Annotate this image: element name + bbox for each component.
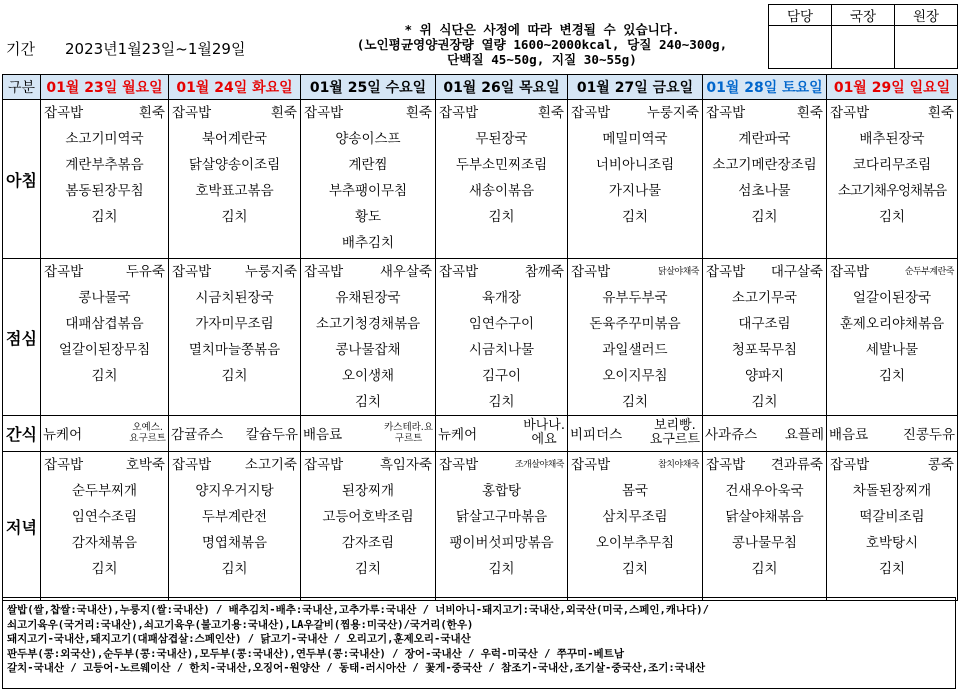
- porridge-item: 닭살야채죽: [658, 267, 699, 277]
- dish-item: 김치: [221, 209, 248, 225]
- dish-item: 김치: [488, 394, 515, 410]
- dish-item: 유부두부국: [602, 290, 668, 306]
- rice-item: 잡곡밥: [706, 457, 746, 473]
- porridge-item: 흰죽: [138, 105, 165, 121]
- snack-cell: [301, 416, 436, 452]
- meal-label-breakfast: 아침: [3, 100, 41, 259]
- approval-staff: 담당: [769, 5, 832, 26]
- rice-item: 잡곡밥: [304, 264, 344, 280]
- dish-item: 떡갈비조림: [859, 509, 925, 525]
- dish-item: 콩나물잡채: [335, 342, 401, 358]
- snack-item: 비피더스: [570, 427, 623, 443]
- rice-porridge-line: [301, 452, 435, 478]
- dish-item: 김치: [621, 561, 649, 577]
- rice-porridge-line: [568, 452, 702, 478]
- dish-item: 훈제오리야채볶음: [839, 316, 945, 332]
- rice-porridge-line: [827, 452, 957, 478]
- origin-line: 갈치-국내산 / 고등어-노르웨이산 / 한치-국내산,오징어-원양산 / 동태-러시아산 / 꽃게-중국산 / 참조기-국내산,조기살-중국산,조기:국내산: [7, 662, 706, 675]
- dish-item: 몸국: [621, 483, 649, 499]
- snack-item-line: 에요: [531, 432, 557, 447]
- snack-item-line: 요구르트: [129, 433, 166, 444]
- breakfast-cell: [436, 100, 568, 259]
- dish-item: 고등어호박조림: [322, 509, 414, 525]
- breakfast-cell: [41, 100, 169, 259]
- snack-item: 사과쥬스: [705, 427, 758, 443]
- rice-item: 잡곡밥: [706, 264, 746, 280]
- rice-item: 잡곡밥: [830, 105, 870, 121]
- rice-item: 잡곡밥: [439, 264, 479, 280]
- approval-director: 국장: [832, 5, 895, 26]
- dish-item: 삼치무조림: [602, 509, 668, 525]
- dish-item: 팽이버섯피망볶음: [449, 535, 554, 551]
- dish-item: 오이지무침: [602, 368, 668, 384]
- dish-item: 건새우아욱국: [725, 483, 804, 499]
- rice-item: 잡곡밥: [439, 105, 479, 121]
- snack-items: [169, 416, 300, 450]
- category-header: 구분: [3, 75, 41, 100]
- rice-item: 잡곡밥: [830, 264, 870, 280]
- origin-line: 돼지고기-국내산,돼지고기(대패삼겹살:스페인산) / 닭고기-국내산 / 오리고기,훈제오리-국내산: [7, 633, 471, 646]
- rice-porridge-line: [41, 100, 168, 126]
- snack-items: [436, 416, 567, 450]
- snack-item: [523, 419, 565, 447]
- notice-line: * 위 식단은 사정에 따라 변경될 수 있습니다.: [404, 22, 680, 37]
- approval-stamp-director[interactable]: [832, 26, 895, 69]
- dish-item: 배추김치: [341, 235, 395, 251]
- approval-stamp-staff[interactable]: [769, 26, 832, 69]
- dish-item: 김치: [878, 561, 906, 577]
- breakfast-row: [3, 100, 958, 259]
- porridge-item: 조개살야채죽: [514, 460, 564, 470]
- snack-items: [41, 416, 168, 450]
- rice-porridge-line: [41, 452, 168, 478]
- dish-item: 시금치나물: [468, 342, 535, 358]
- dish-item: 김치: [91, 368, 118, 384]
- dish-item: 호박표고볶음: [195, 183, 274, 199]
- rice-item: 잡곡밥: [172, 264, 212, 280]
- dish-item: 황도: [354, 209, 382, 225]
- dish-item: 차돌된장찌개: [852, 483, 932, 499]
- rice-porridge-line: [568, 100, 702, 126]
- snack-item: 뉴케어: [438, 427, 478, 443]
- dish-item: 유채된장국: [335, 290, 401, 306]
- dish-item: 된장찌개: [341, 483, 395, 499]
- dish-item: 임연수구이: [468, 316, 535, 332]
- rice-porridge-line: [436, 259, 567, 285]
- dish-item: 대패삼겹볶음: [65, 316, 144, 332]
- rice-porridge-line: [703, 100, 826, 126]
- day-header: 01월 29일 일요일: [827, 75, 958, 100]
- snack-item: 배음료: [303, 427, 343, 443]
- rice-porridge-line: [301, 259, 435, 285]
- dish-item: 너비아니조림: [595, 157, 675, 173]
- dish-item: 돈육주꾸미볶음: [589, 316, 681, 332]
- approval-box: [768, 4, 958, 69]
- dish-item: 가지나물: [608, 183, 662, 199]
- lunch-cell: [436, 259, 568, 416]
- rice-porridge-line: [436, 100, 567, 126]
- dish-item: 양송이스프: [335, 131, 401, 147]
- origin-line: 쇠고기육우(국거리:국내산),쇠고기육우(불고기용:국내산),LA우갈비(찜용:미국산)/국거리(한우): [7, 618, 474, 631]
- weekly-menu-table: [2, 74, 958, 601]
- dish-item: 소고기청경채볶음: [315, 316, 421, 332]
- dinner-cell: [301, 452, 436, 601]
- rice-porridge-line: [568, 259, 702, 285]
- dish-item: 가자미무조림: [195, 316, 274, 332]
- dinner-cell: [568, 452, 703, 601]
- snack-cell: [703, 416, 827, 452]
- rice-item: 잡곡밥: [304, 105, 344, 121]
- porridge-item: 흑임자죽: [379, 457, 432, 473]
- dish-item: 소고기무국: [731, 290, 798, 306]
- snack-cell: [827, 416, 958, 452]
- meal-label-snack: 간식: [3, 416, 41, 452]
- dinner-cell: [169, 452, 301, 601]
- snack-item-line: 바나나.: [523, 418, 565, 433]
- rice-item: 잡곡밥: [571, 264, 611, 280]
- approval-head: 원장: [895, 5, 958, 26]
- rice-item: 잡곡밥: [44, 105, 84, 121]
- dish-item: 호박탕시: [865, 535, 919, 551]
- dish-item: 오이생채: [341, 368, 395, 384]
- dish-item: 얼갈이된장국: [852, 290, 932, 306]
- day-header: 01월 27일 금요일: [568, 75, 703, 100]
- snack-item-line: 구르트: [394, 433, 423, 444]
- dish-item: 배추된장국: [859, 131, 925, 147]
- dish-item: 계란찜: [348, 157, 388, 173]
- meal-label-lunch: 점심: [3, 259, 41, 416]
- dish-item: 김치: [221, 368, 248, 384]
- snack-item: 뉴케어: [43, 427, 83, 443]
- porridge-item: 흰죽: [405, 105, 432, 121]
- dish-item: 임연수조림: [71, 509, 138, 525]
- dish-item: 콩나물국: [78, 290, 131, 306]
- lunch-cell: [169, 259, 301, 416]
- snack-items: [301, 416, 435, 450]
- snack-items: [827, 416, 957, 450]
- dish-item: 메밀미역국: [602, 131, 668, 147]
- porridge-item: 참치야채죽: [658, 460, 699, 470]
- snack-row: [3, 416, 958, 452]
- dish-item: 계란부추볶음: [65, 157, 144, 173]
- lunch-cell: [703, 259, 827, 416]
- rice-item: 잡곡밥: [304, 457, 344, 473]
- dish-item: 양파지: [744, 368, 785, 384]
- dish-item: 육개장: [481, 290, 522, 306]
- breakfast-cell: [703, 100, 827, 259]
- origin-info: [2, 597, 956, 689]
- dish-item: 세발나물: [865, 342, 919, 358]
- snack-item-line: 오예스.: [132, 422, 163, 433]
- rice-item: 잡곡밥: [439, 457, 479, 473]
- porridge-item: 참깨죽: [524, 264, 564, 280]
- dish-item: 섬초나물: [738, 183, 791, 199]
- day-header: 01월 25일 수요일: [301, 75, 436, 100]
- dinner-cell: [703, 452, 827, 601]
- rice-porridge-line: [301, 100, 435, 126]
- dish-item: 소고기메란장조림: [712, 157, 817, 173]
- rice-porridge-line: [169, 100, 300, 126]
- dish-item: 계란파국: [738, 131, 791, 147]
- day-header: 01월 28일 토요일: [703, 75, 827, 100]
- dish-item: 과일샐러드: [602, 342, 668, 358]
- lunch-cell: [41, 259, 169, 416]
- dish-item: 닭살고구마볶음: [455, 509, 548, 525]
- dish-item: 시금치된장국: [195, 290, 274, 306]
- porridge-item: 흰죽: [537, 105, 564, 121]
- rice-item: 잡곡밥: [706, 105, 746, 121]
- rice-item: 잡곡밥: [571, 105, 611, 121]
- dish-item: 명엽채볶음: [201, 535, 268, 551]
- rice-item: 잡곡밥: [571, 457, 611, 473]
- porridge-item: 콩죽: [927, 457, 954, 473]
- porridge-item: 흰죽: [796, 105, 823, 121]
- dish-item: 닭살양송이조림: [188, 157, 281, 173]
- snack-cell: [436, 416, 568, 452]
- lunch-cell: [301, 259, 436, 416]
- dish-item: 김치: [621, 394, 649, 410]
- snack-item: 진콩두유: [902, 427, 955, 443]
- dish-item: 두부소민찌조림: [455, 157, 548, 173]
- dish-item: 김치: [751, 209, 778, 225]
- period-label: 기간: [6, 40, 35, 58]
- dish-item: 무된장국: [475, 131, 528, 147]
- dish-item: 봄동된장무침: [65, 183, 144, 199]
- dish-item: 김치: [221, 561, 248, 577]
- snack-items: [703, 416, 826, 450]
- porridge-item: 누룽지죽: [244, 264, 297, 280]
- snack-item-line: 카스테라.요: [384, 422, 433, 433]
- snack-cell: [41, 416, 169, 452]
- menu-period: [6, 38, 245, 59]
- porridge-item: 대구살죽: [770, 264, 823, 280]
- dish-item: 김치: [354, 394, 382, 410]
- dinner-row: [3, 452, 958, 601]
- dinner-cell: [41, 452, 169, 601]
- rice-porridge-line: [703, 259, 826, 285]
- porridge-item: 흰죽: [927, 105, 954, 121]
- dish-item: 김구이: [481, 368, 522, 384]
- notice-line: (노인평균영양권장량 열량 1600~2000kcal, 당질 240~300g,: [356, 37, 728, 52]
- snack-item: [650, 419, 700, 447]
- breakfast-cell: [301, 100, 436, 259]
- porridge-item: 호박죽: [125, 457, 165, 473]
- breakfast-cell: [169, 100, 301, 259]
- breakfast-cell: [827, 100, 958, 259]
- porridge-item: 견과류죽: [770, 457, 823, 473]
- rice-item: 잡곡밥: [44, 264, 84, 280]
- dish-item: 대구조림: [738, 316, 791, 332]
- dish-item: 소고기채우엉채볶음: [837, 183, 947, 199]
- dish-item: 김치: [878, 209, 906, 225]
- rice-porridge-line: [827, 100, 957, 126]
- dish-item: 김치: [91, 209, 118, 225]
- rice-item: 잡곡밥: [172, 105, 212, 121]
- dish-item: 김치: [751, 394, 778, 410]
- nutrition-notice: [318, 22, 766, 67]
- dish-item: 소고기미역국: [65, 131, 144, 147]
- porridge-item: 순두부계란죽: [904, 267, 954, 277]
- dish-item: 멸치마늘쫑볶음: [188, 342, 281, 358]
- snack-item: 요플레: [784, 427, 824, 443]
- snack-items: [568, 416, 702, 450]
- dish-item: 양지우거지탕: [195, 483, 274, 499]
- dish-item: 김치: [488, 209, 515, 225]
- rice-item: 잡곡밥: [172, 457, 212, 473]
- rice-item: 잡곡밥: [830, 457, 870, 473]
- dish-item: 두부계란전: [201, 509, 268, 525]
- notice-line: 단백질 45~50g, 지질 30~55g): [447, 52, 637, 67]
- dinner-cell: [827, 452, 958, 601]
- snack-cell: [169, 416, 301, 452]
- dish-item: 코다리무조림: [852, 157, 932, 173]
- approval-stamp-head[interactable]: [895, 26, 958, 69]
- dish-item: 청포묵무침: [731, 342, 798, 358]
- snack-item: 칼슘두유: [245, 427, 298, 443]
- snack-item: 감귤쥬스: [171, 427, 224, 443]
- dish-item: 얼갈이된장무침: [58, 342, 151, 358]
- dish-item: 북어계란국: [201, 131, 268, 147]
- dish-item: 새송이볶음: [468, 183, 535, 199]
- origin-line: 쌀밥(쌀,찹쌀:국내산),누룽지(쌀:국내산) / 배추김치-배추:국내산,고추가루:국내산 / 너비아니-돼지고기:국내산,외국산(미국,스페인,캐나다)/: [7, 604, 709, 616]
- origin-line: 판두부(콩:외국산),순두부(콩:국내산),모두부(콩:국내산),연두부(콩:국내산) / 장어-국내산 / 우럭-미국산 / 쭈꾸미-베트남: [7, 647, 624, 660]
- snack-item: [384, 422, 433, 444]
- snack-item-line: 요구르트: [649, 432, 700, 447]
- dish-item: 홍합탕: [481, 483, 522, 499]
- dish-item: 김치: [354, 561, 382, 577]
- meal-label-dinner: 저녁: [3, 452, 41, 601]
- dish-item: 부추팽이무침: [328, 183, 408, 199]
- snack-item-line: 보리빵.: [653, 418, 696, 433]
- porridge-item: 새우살죽: [379, 264, 432, 280]
- period-dates: 2023년1월23일~1월29일: [64, 40, 246, 58]
- lunch-row: [3, 259, 958, 416]
- rice-porridge-line: [169, 259, 300, 285]
- lunch-cell: [827, 259, 958, 416]
- snack-item: [129, 422, 166, 444]
- porridge-item: 흰죽: [270, 105, 297, 121]
- breakfast-cell: [568, 100, 703, 259]
- snack-cell: [568, 416, 703, 452]
- porridge-item: 누룽지죽: [646, 105, 699, 121]
- dish-item: 김치: [751, 561, 778, 577]
- day-header: 01월 26일 목요일: [436, 75, 568, 100]
- day-header: 01월 23일 월요일: [41, 75, 169, 100]
- dish-item: 김치: [91, 561, 118, 577]
- porridge-item: 두유죽: [125, 264, 165, 280]
- rice-item: 잡곡밥: [44, 457, 84, 473]
- snack-item: 배음료: [829, 427, 869, 443]
- rice-porridge-line: [169, 452, 300, 478]
- dish-item: 오이부추무침: [595, 535, 675, 551]
- lunch-cell: [568, 259, 703, 416]
- dish-item: 김치: [878, 368, 906, 384]
- dish-item: 닭살야채볶음: [725, 509, 804, 525]
- rice-porridge-line: [436, 452, 567, 478]
- porridge-item: 소고기죽: [244, 457, 297, 473]
- rice-porridge-line: [703, 452, 826, 478]
- dish-item: 김치: [621, 209, 649, 225]
- day-header-row: [3, 75, 958, 100]
- dish-item: 김치: [488, 561, 515, 577]
- day-header: 01월 24일 화요일: [169, 75, 301, 100]
- dish-item: 감자조림: [341, 535, 395, 551]
- dish-item: 콩나물무침: [731, 535, 798, 551]
- dish-item: 순두부찌개: [71, 483, 138, 499]
- rice-porridge-line: [827, 259, 957, 285]
- dish-item: 감자채볶음: [71, 535, 138, 551]
- dinner-cell: [436, 452, 568, 601]
- rice-porridge-line: [41, 259, 168, 285]
